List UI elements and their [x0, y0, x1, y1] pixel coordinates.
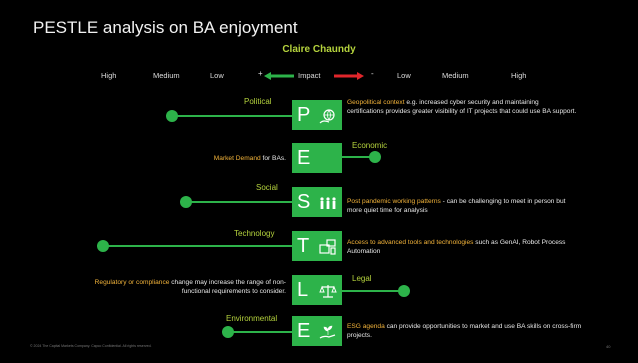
letter-t: T [297, 235, 310, 257]
scale-right-medium: Medium [442, 71, 469, 80]
factor-legal-label: Legal [352, 274, 372, 283]
letter-box-t [292, 231, 342, 261]
scale-right-high: High [511, 71, 527, 80]
environmental-impact-dot [222, 326, 234, 338]
page-number: 40 [606, 344, 611, 349]
factor-social-label: Social [256, 183, 278, 192]
letter-s: S [297, 191, 311, 213]
technology-description: Access to advanced tools and technologies such as GenAI, Robot Process Automation [347, 239, 566, 255]
letter-e-environmental: E [297, 320, 311, 342]
technology-impact-dot [97, 240, 109, 252]
factor-environmental-label: Environmental [226, 314, 278, 323]
political-description: Geopolitical context e.g. increased cyber security and maintaining certifications provides greater visibility of IT projects that could use BA support. [347, 99, 577, 115]
scale-left-low: Low [210, 71, 224, 80]
letter-box-l [292, 275, 342, 305]
red-arrow-right-icon [334, 72, 364, 78]
legal-description: Regulatory or compliance change may increase the range of non-functional requirements to consider. [94, 279, 286, 295]
environmental-description: ESG agenda can provide opportunities to market and use BA skills on cross-firm projects. [347, 323, 582, 339]
political-impact-line [171, 115, 292, 117]
factor-technology-label: Technology [234, 229, 275, 238]
letter-l: L [297, 279, 309, 301]
social-description: Post pandemic working patterns - can be challenging to meet in person but more quiet time for analysis [347, 198, 566, 214]
letter-p: P [297, 104, 311, 126]
scale-right-low: Low [397, 71, 411, 80]
green-arrow-left-icon [264, 72, 294, 78]
letter-box-e-economic [292, 143, 342, 173]
economic-impact-dot [369, 151, 381, 163]
social-impact-line [185, 201, 292, 203]
political-impact-dot [166, 110, 178, 122]
legal-impact-line [342, 290, 402, 292]
letter-e-economic: E [297, 147, 311, 169]
page-title: PESTLE analysis on BA enjoyment [33, 18, 298, 37]
footer-copyright: © 2024 The Capital Markets Company. Capco Confidential. All rights reserved. [30, 344, 152, 348]
author-name: Claire Chaundy [282, 44, 356, 55]
environmental-impact-line [228, 331, 292, 333]
technology-impact-line [103, 245, 292, 247]
social-impact-dot [180, 196, 192, 208]
factor-economic-label: Economic [352, 141, 388, 150]
letter-box-p [292, 100, 342, 130]
legal-impact-dot [398, 285, 410, 297]
minus-sign: - [371, 69, 374, 78]
plus-sign: + [258, 69, 263, 78]
seedling-hand-icon [319, 324, 337, 340]
scale-left-medium: Medium [153, 71, 180, 80]
devices-icon [319, 239, 337, 255]
factor-political-label: Political [244, 97, 272, 106]
scales-icon [319, 283, 337, 299]
scale-left-high: High [101, 71, 117, 80]
economic-description: Market Demand for BAs. [213, 155, 286, 162]
letter-box-e-environmental [292, 316, 342, 346]
letter-box-s [292, 187, 342, 217]
globe-hand-icon [319, 108, 337, 124]
people-group-icon [319, 195, 337, 211]
impact-label: Impact [298, 71, 321, 80]
